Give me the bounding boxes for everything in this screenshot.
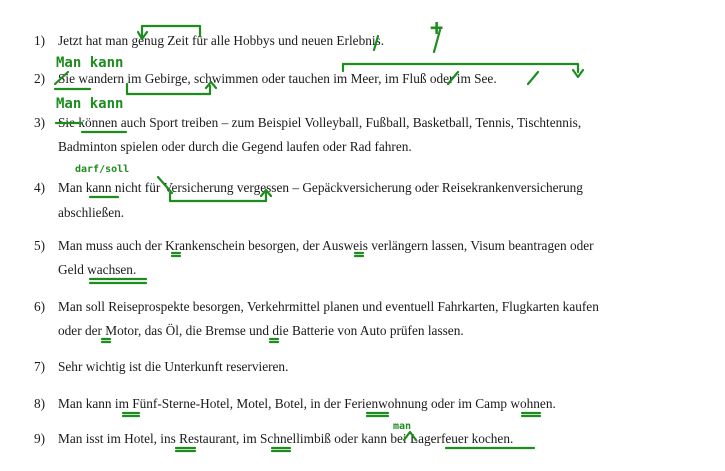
item-number: 9) — [34, 431, 46, 446]
item-number: 5) — [34, 238, 46, 253]
sentence-line: oder der Motor, das Öl, die Bremse und die Batterie von Auto prüfen lassen. — [58, 323, 464, 338]
item-number: 1) — [34, 33, 46, 48]
correction-annotation: Man kann — [56, 96, 124, 112]
arrow-head — [573, 70, 583, 77]
item-number: 6) — [34, 299, 46, 314]
correction-annotation: man — [393, 421, 412, 432]
item-number: 3) — [34, 115, 46, 130]
sentence-line: Badminton spielen oder durch die Gegend laufen oder Rad fahren. — [58, 139, 412, 154]
plus-mark: + — [430, 16, 444, 41]
item-number: 8) — [34, 396, 46, 411]
sentence-line: Man isst im Hotel, ins Restaurant, im Schnellimbiß oder kann bei Lagerfeuer kochen. — [58, 431, 514, 446]
sentence-line: Man kann nicht für Versicherung vergessen – Gepäckversicherung oder Reisekrankenversicherung — [58, 180, 583, 195]
sentence-line: abschließen. — [58, 205, 125, 220]
correction-annotation: Man kann — [56, 55, 124, 71]
sentence-line: Sie wandern im Gebirge, schwimmen oder tauchen im Meer, im Fluß oder im See. — [58, 71, 497, 86]
sentence-line: Man soll Reiseprospekte besorgen, Verkehrmittel planen und eventuell Fahrkarten, Flugkarten kaufen — [58, 299, 599, 314]
sentence-line: Man kann im Fünf-Sterne-Hotel, Motel, Botel, in der Ferienwohnung oder im Camp wohnen. — [58, 396, 556, 411]
correction-annotation: darf/soll — [75, 164, 130, 175]
sentence-line: Sie können auch Sport treiben – zum Beispiel Volleyball, Fußball, Basketball, Tennis, Tischtennis, — [58, 115, 582, 130]
item-number: 7) — [34, 359, 46, 374]
sentence-line: Geld wachsen. — [58, 262, 137, 277]
strike-mark — [528, 72, 538, 84]
item-number: 2) — [34, 71, 46, 86]
sentence-line: Man muss auch der Krankenschein besorgen, der Ausweis verlängern lassen, Visum beantragen oder — [58, 238, 594, 253]
item-number: 4) — [34, 180, 46, 195]
sentence-line: Sehr wichtig ist die Unterkunft reservieren. — [58, 359, 289, 374]
sentence-line: Jetzt hat man genug Zeit für alle Hobbys und neuen Erlebnis. — [58, 33, 385, 48]
